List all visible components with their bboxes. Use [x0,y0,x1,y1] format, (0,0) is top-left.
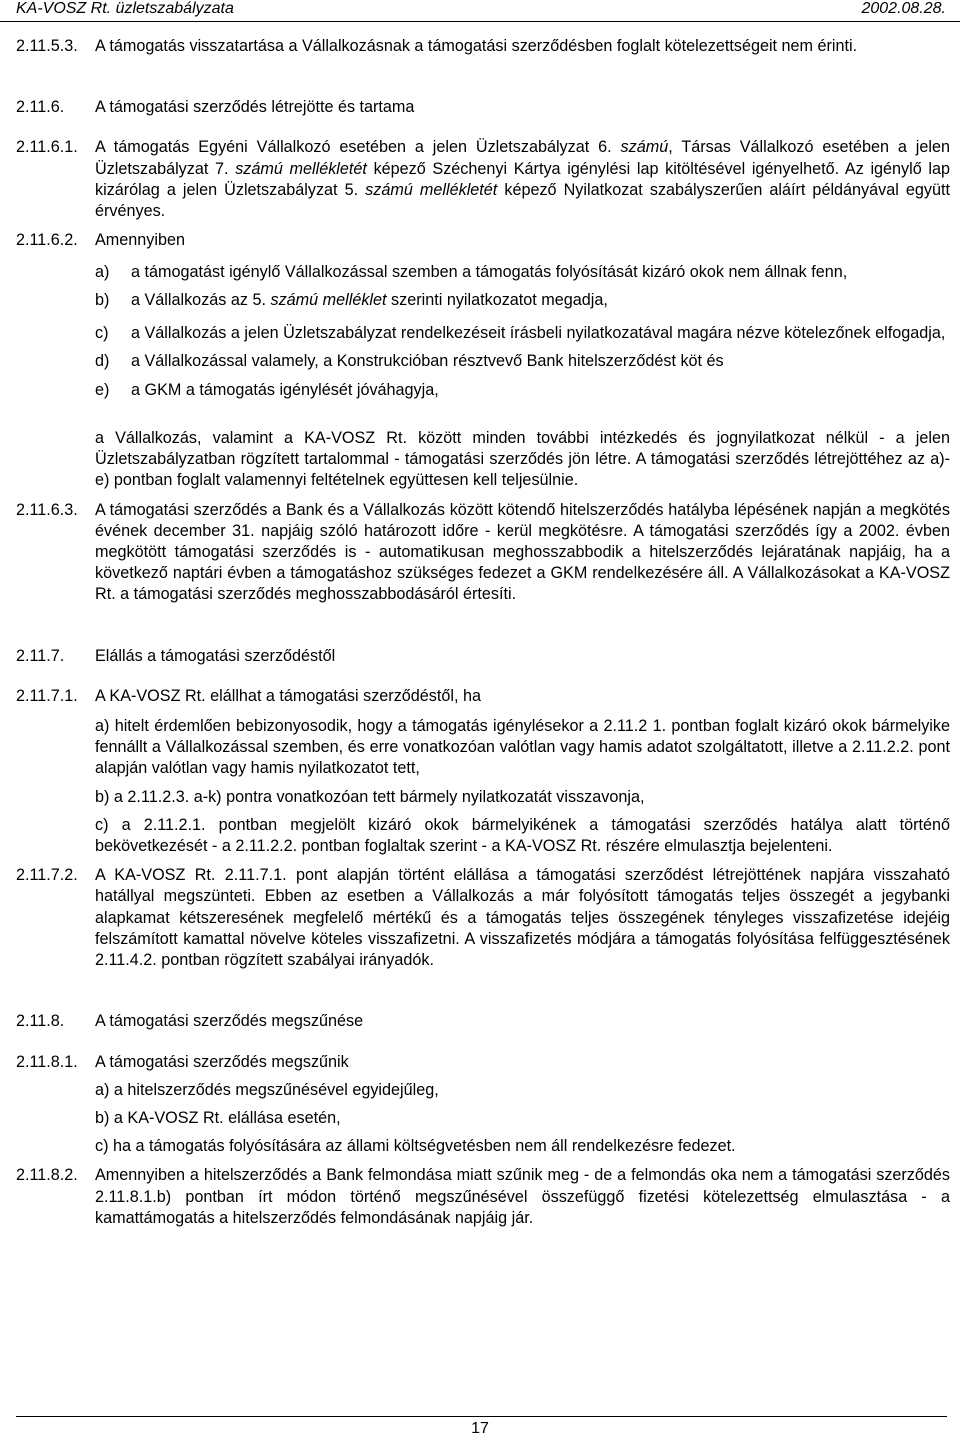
document-date: 2002.08.28. [861,0,946,17]
list-item: c) a 2.11.2.1. pontban megjelölt kizáró okok bármelyikének a támogatási szerződés hatálya alatt történő bekövetkezését - a 2.11.2.2. pontban foglaltak szerint - a KA-VOSZ Rt. részére elmulasztja bejelenteni. [95,815,950,856]
section-2-11-6-2 [16,230,950,251]
section-2-11-7-2 [16,865,950,971]
list-item [95,259,950,286]
section-number: 2.11.7. [16,646,65,665]
text-run: , Társas Vállalkozó esetében a jelen Üzletszabályzat 7. [95,138,951,178]
italic-run: számú [620,138,669,157]
section-number: 2.11.6.2. [16,231,78,250]
text-run: képező Széchenyi Kártya igénylési lap kitöltésével igényelhető. Az igénylő lap kizárólag a jelen Üzletszabályzat 5. [95,159,950,199]
list-item [95,320,950,347]
section-heading: A támogatási szerződés létrejötte és tartama [95,98,415,117]
section-2-11-6 [16,97,950,118]
list-text [131,290,950,311]
section-text: A KA-VOSZ Rt. 2.11.7.1. pont alapján történt elállása a támogatási szerződést létrejöttének napjára visszaható hatállyal megszünteti. Ebben az esetben a Vállalkozás a már folyósított támogatás teljes összegét a jegybanki alapkamat kétszeresének megfelelő mértékű és a támogatás teljes összegének tényleges visszafizetése idejéig felszámított kamattal növelve köteles visszafizetni. A visszafizetés módjára a támogatás folyósítása felfüggesztésének 2.11.4.2. pontban rögzített szabályai irányadók. [95,866,950,970]
section-number: 2.11.6. [16,98,65,117]
section-2-11-6-1 [16,137,950,222]
list-label: e) [95,380,110,399]
section-heading: Elállás a támogatási szerződéstől [95,646,336,665]
text-run: A támogatás Egyéni Vállalkozó esetében a jelen Üzletszabályzat 6. [95,138,612,157]
text-run: képező Nyilatkozat szabályszerűen aláírt példányával együtt érvényes. [95,180,950,221]
section-number: 2.11.7.2. [16,866,78,885]
section-closing: a Vállalkozás, valamint a KA-VOSZ Rt. között minden további intézkedés és jognyilatkozat nélkül - a jelen Üzletszabályzatban rögzített tartalommal - támogatási szerződés jön létre. A támogatási szerződés létrejöttéhez az a)-e) pontban foglalt valamennyi feltételnek együttesen kell teljesülnie. [95,429,950,490]
italic-run: számú mellékletét [365,180,498,199]
section-number: 2.11.6.1. [16,138,78,157]
section-number: 2.11.8. [16,1012,65,1031]
text-run: szerinti nyilatkozatot megadja, [391,291,608,310]
section-text: A KA-VOSZ Rt. elállhat a támogatási szerződéstől, ha [95,686,481,705]
section-number: 2.11.8.2. [16,1166,78,1185]
list-item: a) hitelt érdemlően bebizonyosodik, hogy a támogatás igénylésekor a 2.11.2 1. pontban foglalt kizáró okok bármelyike fennállt a Vállalkozással szemben, és erre vonatkozóan valótlan vagy hamis adatot szolgáltatott, illetve a 2.11.2.2. pont alapján valótlan vagy hamis nyilatkozatot tett, [95,717,950,778]
footer-rule [16,1416,947,1417]
list-item: b) a 2.11.2.3. a-k) pontra vonatkozóan tett bármely nyilatkozatát visszavonja, [95,787,645,806]
section-heading: A támogatási szerződés megszűnése [95,1012,364,1031]
list-item: a) a hitelszerződés megszűnésével egyidejűleg, [95,1080,439,1099]
document-body [16,36,950,1229]
list-item [95,290,950,311]
section-text: A támogatási szerződés megszűnik [95,1052,349,1071]
section-2-11-5-3 [16,36,950,57]
page-number: 17 [471,1420,489,1437]
section-intro: Amennyiben [95,231,185,250]
section-text: Amennyiben a hitelszerződés a Bank felmondása miatt szűnik meg - de a felmondás oka nem a támogatási szerződés 2.11.8.1.b) pontban írt módon történő megszűnésével összefüggő fizetési kötelezettség elmulasztása - a kamattámogatás a hitelszerződés felmondásának napjáig jár. [95,1166,950,1227]
section-2-11-7-1 [16,686,950,707]
section-number: 2.11.8.1. [16,1052,78,1071]
section-text: A támogatási szerződés a Bank és a Vállalkozás között kötendő hitelszerződés hatályba lépésének napján a megkötés évének december 31. napjáig szóló határozott időre - kerül megkötésre. A támogatási szerződés így a 2002. évben megkötött támogatási szerződés is - automatikusan meghosszabbodik a hitelszerződés lejáratának napjáig, ha a következő naptári évben a támogatáshoz szükséges fedezet a GKM rendelkezésére áll. A Vállalkozásokat a KA-VOSZ Rt. a támogatási szerződés meghosszabbodásáról értesíti. [95,500,950,604]
section-number: 2.11.6.3. [16,500,78,519]
list-text: a GKM a támogatás igénylését jóváhagyja, [131,380,439,399]
list-item [95,351,950,372]
condition-list [95,1080,950,1158]
list-label: d) [95,351,110,370]
section-2-11-8 [16,1011,950,1032]
list-text: a Vállalkozás a jelen Üzletszabályzat rendelkezéseit írásbeli nyilatkozatával magára nézve kötelezőnek elfogadja, [131,323,946,342]
list-label: c) [95,323,109,342]
list-label: a) [95,263,110,282]
condition-list [95,716,950,857]
section-2-11-6-3 [16,500,950,606]
section-text: A támogatás visszatartása a Vállalkozásnak a támogatási szerződésben foglalt kötelezettségeit nem érinti. [95,37,858,55]
list-item [95,380,950,401]
list-label: b) [95,291,110,310]
section-2-11-7 [16,646,950,667]
condition-list [95,259,950,491]
italic-run: számú melléklet [270,291,387,310]
italic-run: számú mellékletét [235,159,367,178]
list-text: a támogatást igénylő Vállalkozással szemben a támogatás folyósítását kizáró okok nem állnak fenn, [131,263,848,282]
section-number: 2.11.5.3. [16,37,78,55]
list-item: c) ha a támogatás folyósítására az állami költségvetésben nem áll rendelkezésre fedezet. [95,1137,736,1156]
document-title: KA-VOSZ Rt. üzletszabályzata [16,0,234,17]
section-2-11-8-2 [16,1165,950,1229]
page-header [0,0,960,22]
section-2-11-8-1 [16,1052,950,1073]
section-text [95,137,950,222]
list-item: b) a KA-VOSZ Rt. elállása esetén, [95,1108,341,1127]
text-run: a Vállalkozás az 5. [131,291,266,310]
list-text: a Vállalkozással valamely, a Konstrukcióban résztvevő Bank hitelszerződést köt és [131,351,724,370]
section-number: 2.11.7.1. [16,686,78,705]
